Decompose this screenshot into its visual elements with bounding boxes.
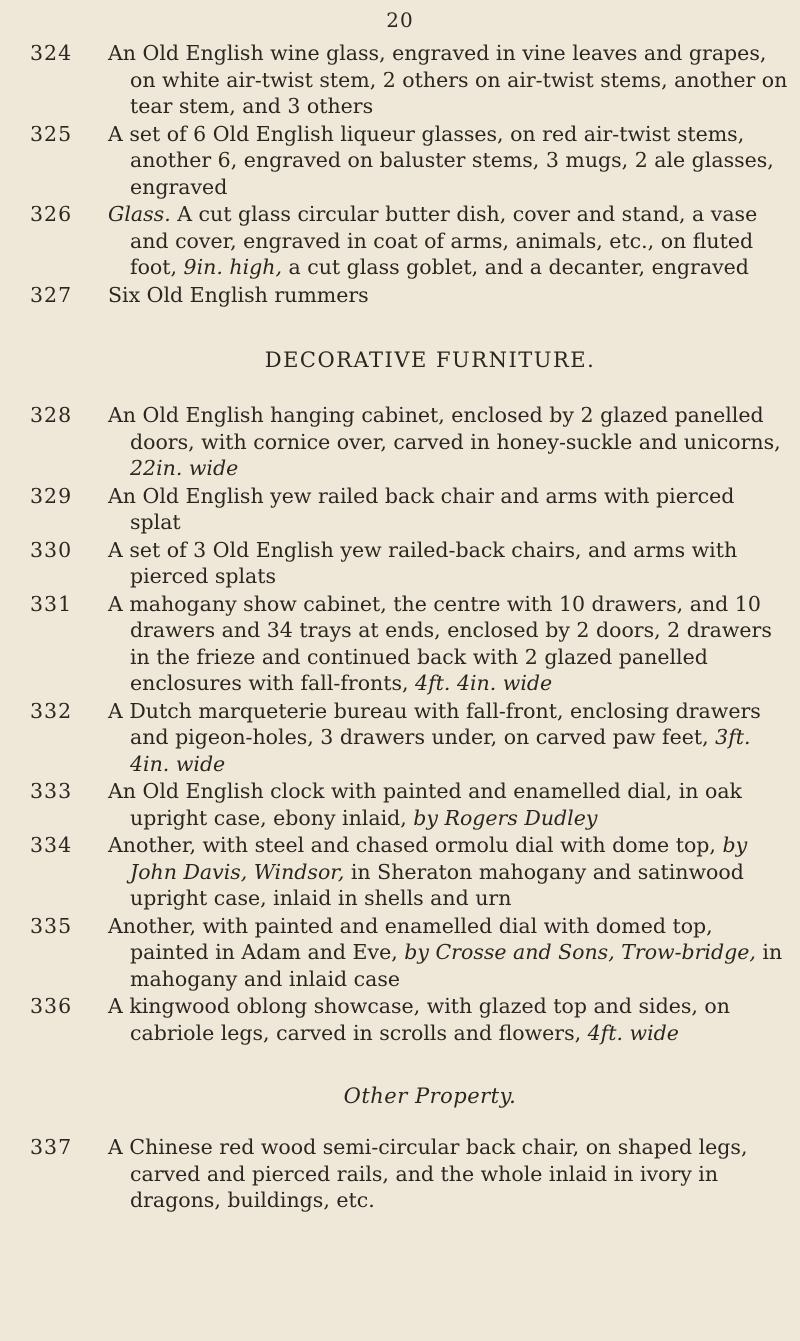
lot-number: 334 [30,833,73,857]
lot-description-part: Another, with painted and enamelled dial with domed top, painted in Adam and Eve, [108,913,713,964]
lot-description [108,201,790,281]
lot-description-part: An Old English clock with painted and enamelled dial, in oak upright case, ebony inlaid, [108,779,742,830]
lot-entry [30,537,790,590]
lot-entry [30,40,790,120]
lot-description [108,778,790,831]
lot-description-part: A set of 6 Old English liqueur glasses, on red air-twist stems, another 6, engraved on baluster stems, 3 mugs, 2 ale glasses, engraved [108,121,774,199]
lot-description-part: A cut glass circular butter dish, cover and stand, a vase and cover, engraved in coat of arms, animals, etc., on fluted foot, [130,202,758,279]
lot-number: 335 [30,913,73,938]
lot-description [108,40,790,120]
lot-number: 325 [30,121,73,146]
lot-description-part: 22in. wide [130,456,239,480]
lot-description [108,832,790,912]
lot-description [108,282,790,309]
lot-description-part: by John Davis, Windsor, [130,833,748,884]
lot-number: 336 [30,994,73,1018]
lot-description [108,121,790,201]
lot-description-part: Another, with steel and chased ormolu dial with dome top, [108,833,723,857]
lot-number: 324 [30,41,73,65]
lot-list [30,40,790,1215]
section-heading: Other Property. [343,1084,517,1108]
lot-description-part: 4ft. wide [587,1020,679,1045]
lot-description-part: An Old English yew railed back chair and arms with pierced splat [108,483,735,534]
lot-entry [30,698,790,778]
lot-description-part: An Old English hanging cabinet, enclosed by 2 glazed panelled doors, with cornice over, carved in honey-suckle and unicorns, [108,403,781,454]
lot-description-part: by Crosse and Sons, Trow-bridge, [404,940,756,964]
lot-entry [30,201,790,281]
lot-entry [30,993,790,1046]
page-number: 20 [386,8,414,32]
lot-description-part: Glass. [108,202,171,226]
lot-entry [30,1134,790,1214]
lot-description [108,591,790,697]
lot-number: 330 [30,537,73,562]
lot-description-part: 3ft. 4in. wide [130,725,751,776]
section-heading: DECORATIVE FURNITURE. [264,348,596,372]
lot-number: 333 [30,779,73,803]
lot-entry [30,778,790,831]
lot-description [108,698,790,778]
lot-description-part: A kingwood oblong showcase, with glazed top and sides, on cabriole legs, carved in scrolls and flowers, [108,994,730,1045]
lot-description-part: A set of 3 Old English yew railed-back chairs, and arms with pierced splats [108,537,738,588]
lot-description-part: 4ft. 4in. wide [415,671,553,695]
lot-description-part: A mahogany show cabinet, the centre with 10 drawers, and 10 drawers and 34 trays at ends, enclosed by 2 doors, 2 drawers in the frieze and continued back with 2 glazed panelled enclosures with fall-fronts, [108,591,772,695]
lot-entry [30,913,790,993]
lot-description-part: An Old English wine glass, engraved in vine leaves and grapes, on white air-twist stem, 2 others on air-twist stems, another on tear stem, and 3 others [108,41,788,118]
lot-description [108,402,790,482]
lot-entry [30,832,790,912]
lot-description [108,483,790,536]
lot-description-part: A Chinese red wood semi-circular back chair, on shaped legs, carved and pierced rails, and the whole inlaid in ivory in dragons, buildings, etc. [108,1135,748,1212]
lot-entry [30,121,790,201]
lot-entry [30,402,790,482]
lot-number: 332 [30,698,73,723]
lot-description-part: a cut glass goblet, and a decanter, engraved [281,255,749,279]
lot-entry [30,282,790,309]
lot-description [108,1134,790,1214]
lot-description [108,913,790,993]
lot-description-part: A Dutch marqueterie bureau with fall-front, enclosing drawers and pigeon-holes, 3 drawers under, on carved paw feet, [108,698,761,749]
lot-number: 326 [30,202,73,226]
lot-description-part: Six Old English rummers [108,282,369,307]
lot-description-part: in Sheraton mahogany and satinwood upright case, inlaid in shells and urn [130,859,744,910]
lot-number: 328 [30,403,73,427]
lot-number: 331 [30,591,73,616]
lot-description [108,537,790,590]
lot-entry [30,591,790,697]
lot-description-part: by Rogers Dudley [413,805,598,830]
lot-description-part: 9in. high, [183,255,282,279]
lot-number: 329 [30,483,73,508]
lot-number: 327 [30,282,73,307]
lot-description-part: in mahogany and inlaid case [130,940,783,991]
lot-entry [30,483,790,536]
lot-description [108,993,790,1046]
lot-number: 337 [30,1135,73,1159]
